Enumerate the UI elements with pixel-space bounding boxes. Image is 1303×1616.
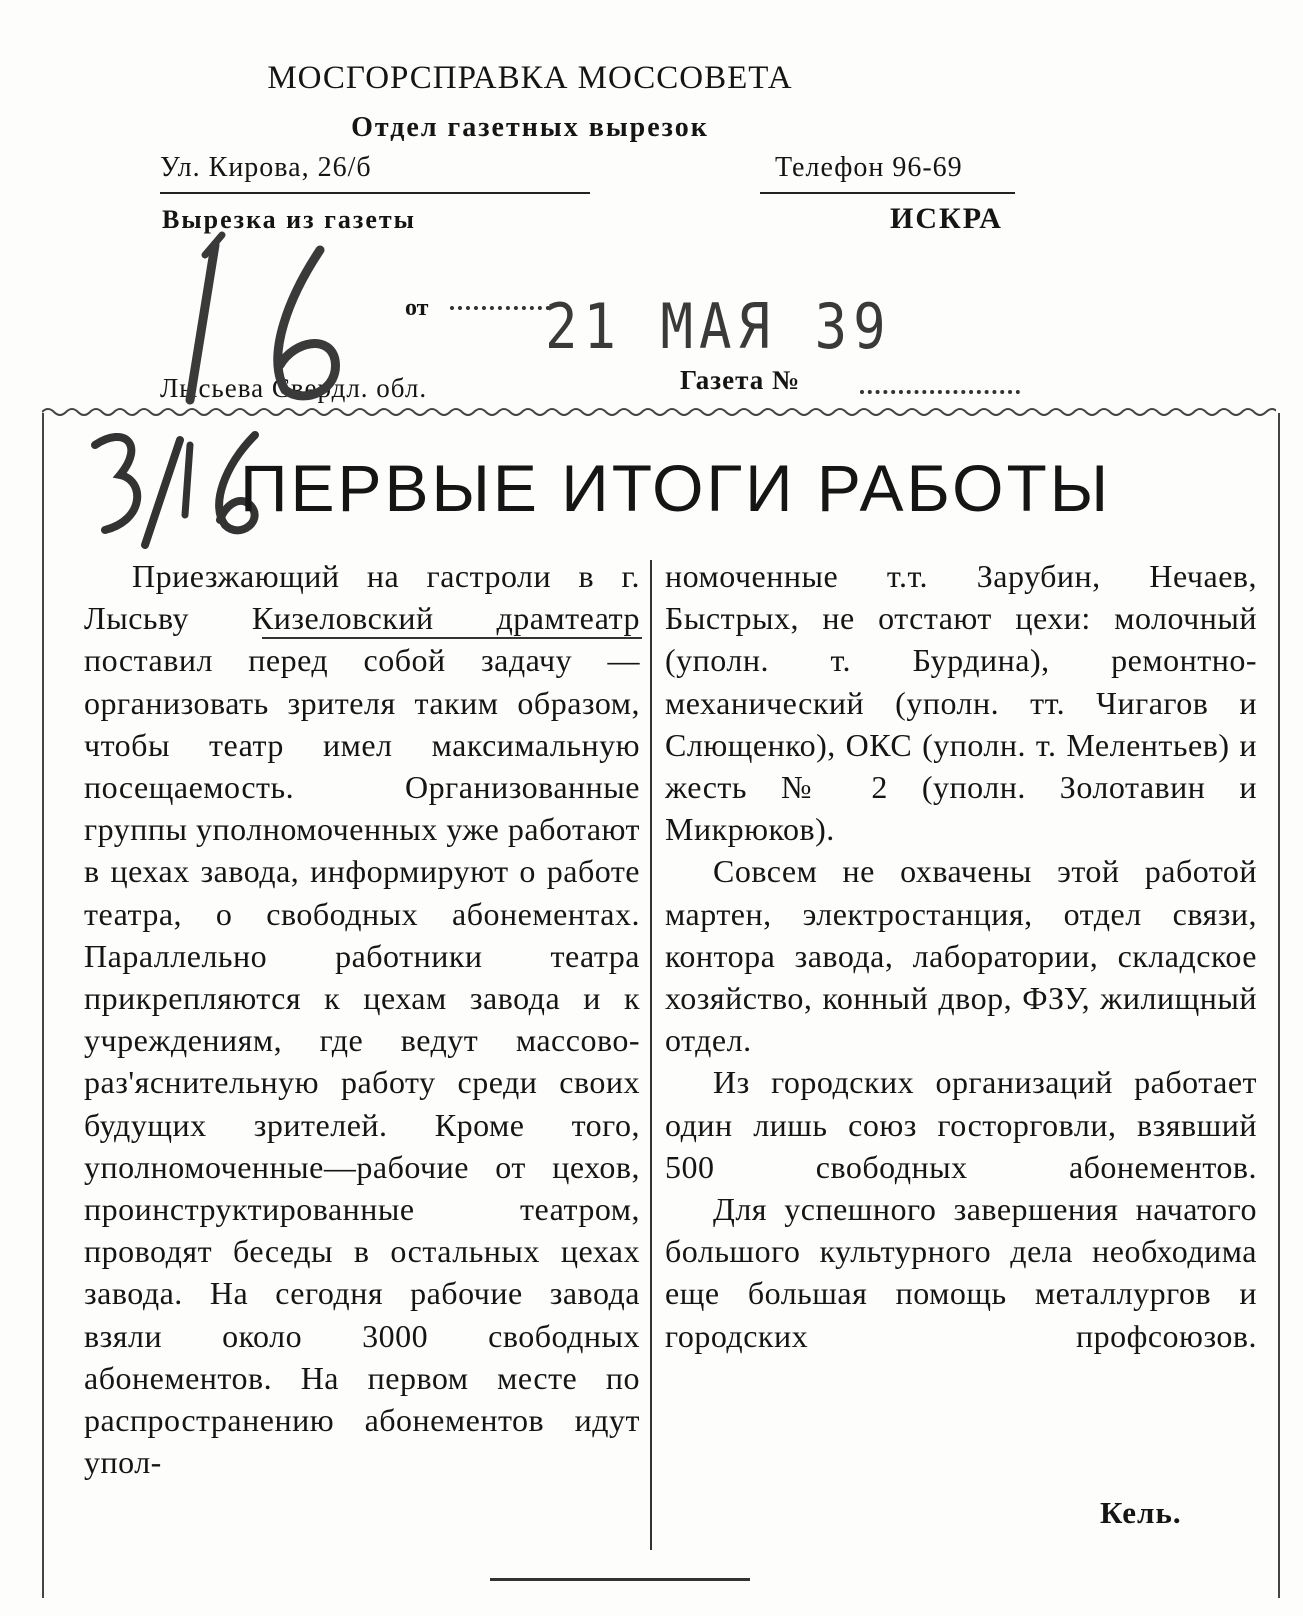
column-divider — [650, 560, 652, 1550]
org-name: МОСГОРСПРАВКА МОССОВЕТА — [267, 60, 793, 96]
article-title: ПЕРВЫЕ ИТОГИ РАБОТЫ — [240, 451, 1112, 525]
divider — [760, 192, 1015, 194]
divider — [160, 192, 590, 194]
department-name: Отдел газетных вырезок — [351, 112, 709, 143]
article-column-1 — [84, 555, 640, 1483]
handwritten-number — [170, 205, 400, 405]
paragraph: Приезжающий на гастроли в г. Лысьву Кизеловский драмтеатр поставил перед собой задачу —организовать зрителя таким образом, чтобы театр имел максимальную посещаемость. Организованные группы уполномоченных уже работают в цехах завода, информируют о работе театра, о свободных абонементах. Параллельно работники театра прикрепляются к цехам завода и к учреждениям, где ведут массово-раз'яснительную работу среди своих будущих зрителей. Кроме того, уполномоченные—рабочие от цехов, проинструктированные театром, проводят беседы в остальных цехах завода. На сегодня рабочие завода взяли около 3000 свободных абонементов. На первом месте по распространению абонементов идут упол- — [84, 558, 640, 1481]
footer-rule — [490, 1578, 750, 1581]
dotted-fill — [860, 390, 1020, 394]
paragraph: номоченные т.т. Зарубин, Нечаев, Быстрых, не отстают цехи: молочный (уполн. т. Бурдина), ремонтно-механический (уполн. тт. Чигагов и Слющенко), ОКС (уполн. т. Мелентьев) и жесть № 2 (уполн. Золотавин и Микрюков). — [665, 558, 1257, 848]
date-stamp: 21 МАЯ 39 — [545, 290, 892, 363]
from-label: от — [405, 295, 429, 321]
address: Ул. Кирова, 26/б — [160, 152, 372, 183]
paragraph: Из городских организаций работает один лишь союз госторговли, взявший 500 свободных абонементов. — [665, 1064, 1257, 1185]
cut-edge — [42, 404, 1276, 420]
newspaper-name: ИСКРА — [890, 202, 1003, 235]
paragraph: Для успешного завершения начатого большого культурного дела необходима еще большая помощь металлургов и городских профсоюзов. — [665, 1191, 1257, 1354]
paragraph: Совсем не охвачены этой работой мартен, электростанция, отдел связи, контора завода, лаборатории, складское хозяйство, конный двор, ФЗУ, жилищный отдел. — [665, 853, 1257, 1059]
phone: Телефон 96-69 — [775, 152, 963, 183]
article-column-2 — [665, 555, 1257, 1357]
underline — [262, 637, 642, 639]
city-label: Лысьева Свердл. обл. — [160, 373, 428, 403]
signature: Кель. — [1100, 1495, 1182, 1530]
dotted-fill — [450, 306, 550, 310]
clipping-label: Вырезка из газеты — [162, 205, 416, 234]
issue-label: Газета № — [680, 365, 801, 395]
